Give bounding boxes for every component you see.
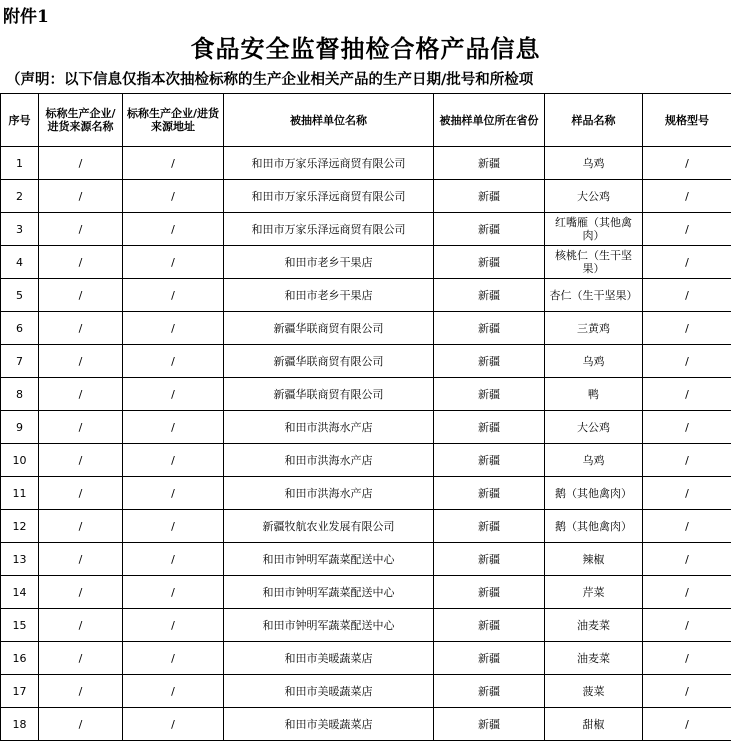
cell-sampled-unit: 新疆华联商贸有限公司 [224, 378, 434, 411]
cell-sample-name: 核桃仁（生干坚果） [545, 246, 643, 279]
table-row [1, 213, 731, 246]
cell-sample-name: 油麦菜 [545, 609, 643, 642]
cell-index: 3 [1, 213, 39, 246]
cell-manufacturer-name: / [39, 576, 123, 609]
cell-spec: / [643, 510, 731, 543]
cell-province: 新疆 [434, 345, 545, 378]
cell-index: 12 [1, 510, 39, 543]
cell-spec: / [643, 708, 731, 741]
cell-sampled-unit: 和田市钟明军蔬菜配送中心 [224, 576, 434, 609]
table-row [1, 279, 731, 312]
cell-manufacturer-name: / [39, 708, 123, 741]
cell-sample-name: 大公鸡 [545, 180, 643, 213]
cell-manufacturer-address: / [123, 708, 224, 741]
table-header-row [1, 94, 731, 147]
cell-sample-name: 鹅（其他禽肉） [545, 510, 643, 543]
cell-sample-name: 乌鸡 [545, 147, 643, 180]
cell-spec: / [643, 345, 731, 378]
cell-sample-name: 大公鸡 [545, 411, 643, 444]
cell-index: 15 [1, 609, 39, 642]
disclaimer-notice: （声明：以下信息仅指本次抽检标称的生产企业相关产品的生产日期/批号和所检项 [0, 68, 731, 92]
cell-manufacturer-address: / [123, 312, 224, 345]
cell-index: 11 [1, 477, 39, 510]
cell-province: 新疆 [434, 543, 545, 576]
cell-sampled-unit: 和田市万家乐泽远商贸有限公司 [224, 147, 434, 180]
cell-sampled-unit: 和田市万家乐泽远商贸有限公司 [224, 180, 434, 213]
cell-spec: / [643, 576, 731, 609]
cell-spec: / [643, 213, 731, 246]
cell-manufacturer-name: / [39, 642, 123, 675]
table-row [1, 642, 731, 675]
cell-manufacturer-address: / [123, 180, 224, 213]
cell-manufacturer-name: / [39, 510, 123, 543]
inspection-results-table [0, 93, 731, 741]
cell-spec: / [643, 675, 731, 708]
cell-manufacturer-address: / [123, 609, 224, 642]
cell-spec: / [643, 279, 731, 312]
cell-province: 新疆 [434, 444, 545, 477]
cell-sample-name: 鸭 [545, 378, 643, 411]
cell-province: 新疆 [434, 675, 545, 708]
cell-sample-name: 乌鸡 [545, 345, 643, 378]
cell-sampled-unit: 新疆华联商贸有限公司 [224, 345, 434, 378]
cell-manufacturer-address: / [123, 246, 224, 279]
cell-manufacturer-name: / [39, 180, 123, 213]
cell-province: 新疆 [434, 477, 545, 510]
cell-index: 10 [1, 444, 39, 477]
cell-manufacturer-address: / [123, 543, 224, 576]
col-header-manufacturer-address: 标称生产企业/进货来源地址 [123, 94, 224, 147]
table-row [1, 609, 731, 642]
cell-sampled-unit: 和田市老乡干果店 [224, 279, 434, 312]
table-row [1, 378, 731, 411]
table-row [1, 444, 731, 477]
cell-province: 新疆 [434, 180, 545, 213]
cell-sample-name: 红嘴雁（其他禽肉） [545, 213, 643, 246]
cell-sample-name: 菠菜 [545, 675, 643, 708]
cell-sampled-unit: 和田市美暖蔬菜店 [224, 642, 434, 675]
cell-province: 新疆 [434, 279, 545, 312]
cell-manufacturer-name: / [39, 411, 123, 444]
cell-province: 新疆 [434, 576, 545, 609]
cell-sample-name: 乌鸡 [545, 444, 643, 477]
cell-sampled-unit: 和田市洪海水产店 [224, 477, 434, 510]
cell-spec: / [643, 411, 731, 444]
table-row [1, 312, 731, 345]
cell-manufacturer-address: / [123, 345, 224, 378]
cell-index: 17 [1, 675, 39, 708]
cell-sampled-unit: 和田市老乡干果店 [224, 246, 434, 279]
cell-province: 新疆 [434, 708, 545, 741]
col-header-manufacturer-name: 标称生产企业/进货来源名称 [39, 94, 123, 147]
cell-province: 新疆 [434, 609, 545, 642]
cell-index: 9 [1, 411, 39, 444]
cell-spec: / [643, 378, 731, 411]
cell-spec: / [643, 246, 731, 279]
cell-index: 7 [1, 345, 39, 378]
table-row [1, 675, 731, 708]
cell-sample-name: 鹅（其他禽肉） [545, 477, 643, 510]
table-row [1, 708, 731, 741]
cell-manufacturer-name: / [39, 345, 123, 378]
cell-sampled-unit: 和田市洪海水产店 [224, 444, 434, 477]
cell-province: 新疆 [434, 378, 545, 411]
cell-spec: / [643, 609, 731, 642]
cell-spec: / [643, 642, 731, 675]
document-title: 食品安全监督抽检合格产品信息 [0, 30, 731, 68]
cell-sample-name: 甜椒 [545, 708, 643, 741]
table-row [1, 411, 731, 444]
cell-index: 5 [1, 279, 39, 312]
col-header-index: 序号 [1, 94, 39, 147]
cell-index: 16 [1, 642, 39, 675]
cell-province: 新疆 [434, 246, 545, 279]
cell-province: 新疆 [434, 312, 545, 345]
cell-manufacturer-name: / [39, 279, 123, 312]
cell-manufacturer-address: / [123, 279, 224, 312]
table-row [1, 543, 731, 576]
cell-sample-name: 杏仁（生干坚果） [545, 279, 643, 312]
cell-index: 13 [1, 543, 39, 576]
cell-spec: / [643, 477, 731, 510]
cell-manufacturer-address: / [123, 411, 224, 444]
cell-manufacturer-name: / [39, 147, 123, 180]
cell-manufacturer-address: / [123, 642, 224, 675]
cell-manufacturer-address: / [123, 213, 224, 246]
cell-spec: / [643, 543, 731, 576]
table-row [1, 246, 731, 279]
table-row [1, 477, 731, 510]
cell-sample-name: 芹菜 [545, 576, 643, 609]
cell-index: 6 [1, 312, 39, 345]
cell-index: 2 [1, 180, 39, 213]
col-header-spec: 规格型号 [643, 94, 731, 147]
col-header-sample-name: 样品名称 [545, 94, 643, 147]
cell-manufacturer-address: / [123, 444, 224, 477]
col-header-sampled-unit: 被抽样单位名称 [224, 94, 434, 147]
cell-manufacturer-address: / [123, 675, 224, 708]
cell-province: 新疆 [434, 147, 545, 180]
cell-index: 18 [1, 708, 39, 741]
cell-spec: / [643, 147, 731, 180]
table-row [1, 345, 731, 378]
cell-province: 新疆 [434, 510, 545, 543]
cell-manufacturer-address: / [123, 147, 224, 180]
cell-manufacturer-address: / [123, 477, 224, 510]
cell-sampled-unit: 和田市洪海水产店 [224, 411, 434, 444]
cell-spec: / [643, 312, 731, 345]
cell-manufacturer-address: / [123, 576, 224, 609]
cell-index: 1 [1, 147, 39, 180]
cell-sampled-unit: 和田市美暖蔬菜店 [224, 675, 434, 708]
cell-manufacturer-address: / [123, 378, 224, 411]
table-body [1, 147, 731, 741]
cell-manufacturer-name: / [39, 477, 123, 510]
cell-sample-name: 辣椒 [545, 543, 643, 576]
cell-province: 新疆 [434, 642, 545, 675]
table-row [1, 180, 731, 213]
cell-manufacturer-name: / [39, 543, 123, 576]
cell-sampled-unit: 新疆华联商贸有限公司 [224, 312, 434, 345]
table-row [1, 510, 731, 543]
cell-sampled-unit: 和田市钟明军蔬菜配送中心 [224, 609, 434, 642]
cell-spec: / [643, 444, 731, 477]
cell-manufacturer-name: / [39, 675, 123, 708]
cell-index: 8 [1, 378, 39, 411]
cell-province: 新疆 [434, 411, 545, 444]
cell-manufacturer-name: / [39, 312, 123, 345]
cell-sample-name: 三黄鸡 [545, 312, 643, 345]
cell-index: 14 [1, 576, 39, 609]
cell-province: 新疆 [434, 213, 545, 246]
col-header-province: 被抽样单位所在省份 [434, 94, 545, 147]
cell-manufacturer-name: / [39, 378, 123, 411]
table-row [1, 147, 731, 180]
cell-manufacturer-address: / [123, 510, 224, 543]
cell-manufacturer-name: / [39, 609, 123, 642]
cell-manufacturer-name: / [39, 246, 123, 279]
attachment-label: 附件1 [3, 2, 49, 27]
cell-spec: / [643, 180, 731, 213]
cell-sample-name: 油麦菜 [545, 642, 643, 675]
table-row [1, 576, 731, 609]
cell-index: 4 [1, 246, 39, 279]
cell-sampled-unit: 和田市钟明军蔬菜配送中心 [224, 543, 434, 576]
cell-sampled-unit: 新疆牧航农业发展有限公司 [224, 510, 434, 543]
cell-manufacturer-name: / [39, 213, 123, 246]
cell-sampled-unit: 和田市万家乐泽远商贸有限公司 [224, 213, 434, 246]
cell-manufacturer-name: / [39, 444, 123, 477]
cell-sampled-unit: 和田市美暖蔬菜店 [224, 708, 434, 741]
